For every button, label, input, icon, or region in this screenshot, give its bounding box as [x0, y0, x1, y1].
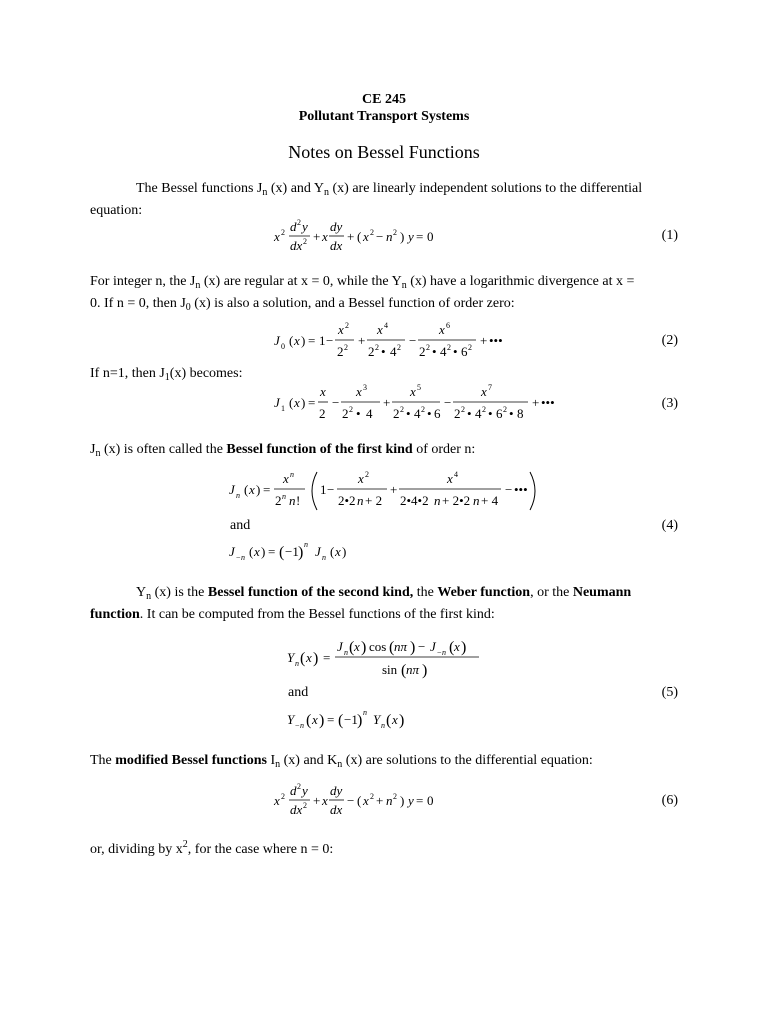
svg-text:−: − [326, 333, 334, 348]
svg-text:dx: dx [290, 238, 303, 253]
svg-text:x: x [274, 229, 280, 244]
svg-text:2: 2 [447, 343, 451, 352]
svg-text:2•4•2: 2•4•2 [400, 493, 429, 508]
svg-text:6: 6 [461, 344, 468, 359]
svg-text:n: n [290, 470, 294, 479]
bold-term: Bessel function of the second kind, [207, 585, 414, 600]
svg-text:): ) [357, 712, 363, 729]
svg-text:3: 3 [363, 383, 367, 392]
equation-number: (4) [661, 518, 678, 533]
svg-text:•: • [356, 406, 361, 421]
equation-5-weber-svg [285, 634, 505, 682]
text-run: (x) are linearly independent solutions to the differential [329, 181, 643, 196]
svg-text:dy: dy [330, 783, 343, 798]
svg-text:•: • [467, 406, 472, 421]
text-run: If n=1, then J [90, 366, 165, 381]
svg-text:x: x [363, 793, 369, 808]
svg-text:(: ( [300, 650, 306, 667]
bold-term: function [90, 607, 140, 622]
svg-text:−: − [444, 395, 452, 410]
equation-4-negative-order [225, 538, 385, 571]
svg-text:d: d [290, 783, 297, 798]
paragraph-divide [90, 836, 680, 859]
superscript: 2 [182, 839, 188, 850]
bold-term: Weber function [437, 585, 531, 600]
svg-text:2: 2 [503, 405, 507, 414]
text-run: (x) and Y [267, 181, 325, 196]
course-code: CE 245 [362, 92, 406, 107]
svg-text:n: n [289, 493, 296, 508]
equation-number: (3) [661, 396, 678, 411]
svg-text:): ) [361, 639, 367, 656]
svg-text:(: ( [330, 544, 335, 559]
paragraph-first-kind [90, 441, 680, 463]
text-run: For integer n, the J [90, 274, 196, 289]
svg-text:x: x [481, 384, 487, 399]
svg-text:x: x [447, 471, 453, 486]
svg-text:=: = [323, 650, 331, 665]
svg-text:•••: ••• [541, 395, 555, 410]
svg-text:(: ( [249, 544, 254, 559]
svg-text:J: J [274, 333, 280, 348]
svg-text:2: 2 [365, 470, 369, 479]
svg-text:4: 4 [384, 321, 388, 330]
svg-text:(: ( [389, 639, 395, 656]
svg-text:0: 0 [427, 229, 434, 244]
course-title: Pollutant Transport Systems [298, 109, 470, 124]
svg-text:−: − [236, 553, 241, 562]
svg-text:1: 1 [320, 482, 327, 497]
svg-text:•: • [381, 344, 386, 359]
svg-text:dy: dy [330, 219, 343, 234]
svg-text:x: x [283, 471, 289, 486]
svg-text:Y: Y [287, 712, 295, 727]
svg-text:): ) [400, 793, 405, 808]
svg-text:2: 2 [342, 406, 349, 421]
svg-text:2: 2 [400, 405, 404, 414]
svg-text:•: • [427, 406, 432, 421]
svg-text:•••: ••• [514, 482, 528, 497]
svg-text:): ) [342, 544, 347, 559]
svg-text:x: x [320, 384, 326, 399]
svg-text:2: 2 [319, 406, 326, 421]
and-label: and [288, 685, 309, 700]
svg-text:7: 7 [488, 383, 492, 392]
paragraph-second-kind [90, 584, 680, 624]
svg-text:): ) [261, 544, 266, 559]
svg-text:2: 2 [468, 343, 472, 352]
subscript: 0 [185, 302, 191, 313]
document-title: Notes on Bessel Functions [288, 142, 480, 162]
svg-text:+: + [358, 333, 366, 348]
subscript: n [324, 187, 330, 198]
subscript: n [262, 187, 268, 198]
paragraph-modified [90, 752, 680, 774]
text-run: J [90, 442, 96, 457]
svg-text:x: x [338, 322, 344, 337]
svg-text:4: 4 [390, 344, 397, 359]
svg-text:6: 6 [496, 406, 503, 421]
svg-text:4: 4 [440, 344, 447, 359]
svg-text:2: 2 [275, 493, 282, 508]
text-run: I [266, 753, 276, 768]
svg-text:4: 4 [366, 406, 373, 421]
svg-text:2: 2 [397, 343, 401, 352]
svg-text:+: + [390, 482, 398, 497]
svg-text:2: 2 [349, 405, 353, 414]
text-run: , or the [530, 585, 573, 600]
svg-text:dx: dx [330, 802, 343, 817]
subscript: 1 [164, 372, 170, 383]
svg-text:=: = [308, 395, 316, 410]
svg-text:+: + [313, 229, 321, 244]
svg-text:n: n [434, 493, 441, 508]
svg-text:2: 2 [393, 406, 400, 421]
svg-text:2: 2 [368, 344, 375, 359]
svg-text:2•2: 2•2 [338, 493, 356, 508]
text-run: Y [136, 585, 147, 600]
subscript: n [146, 591, 152, 602]
svg-text:y: y [302, 783, 308, 798]
and-label: and [230, 518, 251, 533]
svg-text:x: x [322, 793, 328, 808]
svg-text:n: n [304, 540, 308, 549]
svg-text:2: 2 [421, 405, 425, 414]
svg-text:(: ( [357, 793, 362, 808]
svg-text:=: = [308, 333, 316, 348]
equation-4-series [225, 466, 545, 521]
svg-text:4: 4 [414, 406, 421, 421]
svg-text:x: x [306, 650, 312, 665]
svg-text:n: n [295, 659, 299, 668]
svg-text:+ 2•2: + 2•2 [442, 493, 471, 508]
svg-text:(: ( [279, 544, 285, 561]
svg-text:x: x [312, 712, 318, 727]
svg-text:x: x [274, 793, 280, 808]
subscript: n [337, 759, 343, 770]
svg-text:−: − [327, 482, 335, 497]
svg-text:6: 6 [434, 406, 441, 421]
subscript: n [275, 759, 281, 770]
svg-text:•••: ••• [489, 333, 503, 348]
svg-text:4: 4 [475, 406, 482, 421]
equation-4-series-svg [225, 466, 545, 516]
svg-text:): ) [319, 712, 325, 729]
text-run: (x) are solutions to the differential equation: [342, 753, 593, 768]
svg-text:4: 4 [454, 470, 458, 479]
svg-text:(: ( [338, 712, 344, 729]
text-run: . It can be computed from the Bessel functions of the first kind: [139, 607, 495, 622]
svg-text:(: ( [357, 229, 362, 244]
bold-term: Neumann [572, 585, 632, 600]
text-run: the [413, 585, 438, 600]
svg-text:−: − [332, 395, 340, 410]
svg-text:+: + [313, 793, 321, 808]
svg-text:x: x [254, 544, 260, 559]
svg-text:+: + [383, 395, 391, 410]
svg-text:0: 0 [427, 793, 434, 808]
svg-text:n: n [241, 553, 245, 562]
svg-text:+: + [347, 229, 355, 244]
text-run: (x) is the [151, 585, 208, 600]
svg-text:2: 2 [344, 343, 348, 352]
svg-text:•: • [453, 344, 458, 359]
svg-text:n: n [363, 708, 367, 717]
svg-text:0: 0 [281, 342, 285, 351]
svg-text:2: 2 [393, 792, 397, 801]
equation-2 [270, 320, 530, 369]
svg-text:!: ! [296, 493, 301, 508]
svg-text:n: n [386, 229, 393, 244]
text-run: equation: [90, 203, 143, 218]
svg-text:x: x [249, 482, 255, 497]
svg-text:2: 2 [454, 406, 461, 421]
svg-text:): ) [422, 662, 428, 679]
svg-text:y: y [408, 793, 414, 808]
subscript: n [401, 280, 407, 291]
text-run: , for the case where n = 0: [187, 842, 334, 857]
svg-text:•: • [406, 406, 411, 421]
text-run: (x) becomes: [169, 366, 243, 381]
svg-text:(: ( [289, 333, 294, 348]
svg-text:J: J [430, 639, 436, 654]
svg-text:•: • [432, 344, 437, 359]
svg-text:dx: dx [330, 238, 343, 253]
svg-text:−: − [409, 333, 417, 348]
svg-text:Y: Y [373, 712, 381, 727]
svg-text:−: − [505, 482, 513, 497]
svg-text:x: x [363, 229, 369, 244]
svg-text:dx: dx [290, 802, 303, 817]
svg-text:1: 1 [319, 333, 326, 348]
svg-text:2: 2 [281, 228, 285, 237]
svg-text:=: = [327, 712, 335, 727]
svg-text:): ) [256, 482, 261, 497]
svg-text:x: x [322, 229, 328, 244]
svg-text:=: = [416, 793, 424, 808]
svg-text:): ) [301, 395, 306, 410]
svg-text:x: x [356, 384, 362, 399]
svg-text:−: − [418, 639, 426, 654]
svg-text:2: 2 [482, 405, 486, 414]
svg-text:+ 4: + 4 [481, 493, 499, 508]
svg-text:n: n [282, 492, 286, 501]
svg-text:2: 2 [297, 218, 301, 227]
svg-text:J: J [229, 544, 235, 559]
svg-text:nπ: nπ [394, 639, 408, 654]
svg-text:x: x [392, 712, 398, 727]
svg-text:2: 2 [419, 344, 426, 359]
svg-text:(: ( [306, 712, 312, 729]
equation-4-negative-order-svg [225, 538, 385, 566]
svg-text:n: n [344, 648, 348, 657]
equation-6-svg [270, 780, 470, 822]
svg-text:+: + [376, 793, 384, 808]
svg-text:x: x [354, 639, 360, 654]
text-run: (x) have a logarithmic divergence at x = [406, 274, 635, 289]
svg-text:x: x [358, 471, 364, 486]
equation-number: (5) [661, 685, 678, 700]
text-run: (x) is often called the [100, 442, 227, 457]
equation-3 [270, 382, 570, 431]
svg-text:6: 6 [446, 321, 450, 330]
svg-text:(: ( [449, 639, 455, 656]
svg-text:=: = [263, 482, 271, 497]
svg-text:y: y [302, 219, 308, 234]
svg-text:): ) [410, 639, 416, 656]
equation-number: (6) [661, 793, 678, 808]
equation-6 [270, 780, 470, 827]
svg-text:2: 2 [345, 321, 349, 330]
svg-text:2: 2 [393, 228, 397, 237]
svg-text:2: 2 [375, 343, 379, 352]
equation-1 [270, 216, 470, 263]
svg-text:): ) [399, 712, 405, 729]
equation-5-negative-order [285, 706, 445, 739]
svg-text:n: n [386, 793, 393, 808]
svg-text:8: 8 [517, 406, 524, 421]
equation-number: (1) [661, 228, 678, 243]
text-run: The [90, 753, 116, 768]
text-run: of order n: [412, 442, 476, 457]
text-run: or, dividing by x [90, 842, 183, 857]
svg-text:n: n [442, 648, 446, 657]
equation-5-negative-order-svg [285, 706, 445, 734]
svg-text:x: x [454, 639, 460, 654]
svg-text:(: ( [244, 482, 249, 497]
equation-1-svg [270, 216, 470, 258]
svg-text:x: x [335, 544, 341, 559]
svg-text:n: n [322, 553, 326, 562]
svg-text:n: n [300, 721, 304, 730]
svg-text:(: ( [401, 662, 407, 679]
svg-text:+ 2: + 2 [365, 493, 383, 508]
svg-text:−: − [376, 229, 384, 244]
svg-text:J: J [315, 544, 321, 559]
text-run: 0. If n = 0, then J [90, 296, 186, 311]
svg-text:(: ( [289, 395, 294, 410]
svg-text:d: d [290, 219, 297, 234]
svg-text:): ) [313, 650, 319, 667]
svg-text:2: 2 [461, 405, 465, 414]
svg-text:−: − [295, 721, 300, 730]
equation-number: (2) [661, 333, 678, 348]
svg-text:(: ( [386, 712, 392, 729]
svg-text:J: J [229, 482, 235, 497]
svg-text:−1: −1 [344, 712, 358, 727]
paragraph-intro [90, 180, 680, 220]
svg-text:x: x [294, 395, 300, 410]
paragraph-regularity [90, 273, 680, 317]
svg-text:n: n [236, 491, 240, 500]
svg-text:•: • [488, 406, 493, 421]
svg-text:1: 1 [281, 404, 285, 413]
svg-text:): ) [301, 333, 306, 348]
svg-text:2: 2 [370, 228, 374, 237]
svg-text:y: y [408, 229, 414, 244]
svg-text:2: 2 [281, 792, 285, 801]
svg-text:−: − [437, 648, 442, 657]
text-run: (x) is also a solution, and a Bessel function of order zero: [190, 296, 515, 311]
text-run: (x) are regular at x = 0, while the Y [200, 274, 402, 289]
svg-text:−: − [347, 793, 355, 808]
svg-text:): ) [461, 639, 467, 656]
svg-text:2: 2 [370, 792, 374, 801]
svg-text:=: = [268, 544, 276, 559]
svg-text:−1: −1 [285, 544, 299, 559]
svg-text:n: n [357, 493, 364, 508]
svg-text:nπ: nπ [406, 662, 420, 677]
svg-text:x: x [439, 322, 445, 337]
equation-5-weber [285, 634, 505, 687]
svg-text:sin: sin [382, 662, 398, 677]
svg-text:2: 2 [337, 344, 344, 359]
svg-text:2: 2 [426, 343, 430, 352]
svg-text:+: + [480, 333, 488, 348]
svg-text:): ) [298, 544, 304, 561]
svg-text:+: + [532, 395, 540, 410]
svg-text:x: x [294, 333, 300, 348]
svg-text:Y: Y [287, 650, 295, 665]
svg-text:2: 2 [297, 782, 301, 791]
svg-text:n: n [473, 493, 480, 508]
equation-3-svg [270, 382, 570, 426]
svg-text:(: ( [349, 639, 355, 656]
svg-text:2: 2 [303, 237, 307, 246]
svg-text:•: • [509, 406, 514, 421]
bold-term: modified Bessel functions [115, 753, 267, 768]
bold-term: Bessel function of the first kind [226, 442, 413, 457]
svg-text:cos: cos [369, 639, 387, 654]
svg-text:x: x [377, 322, 383, 337]
text-run: (x) and K [280, 753, 338, 768]
svg-text:n: n [381, 721, 385, 730]
svg-text:x: x [410, 384, 416, 399]
svg-text:): ) [400, 229, 405, 244]
svg-text:=: = [416, 229, 424, 244]
equation-2-svg [270, 320, 530, 364]
subscript: n [95, 448, 101, 459]
svg-text:J: J [274, 395, 280, 410]
svg-text:2: 2 [303, 801, 307, 810]
svg-text:J: J [337, 639, 343, 654]
subscript: n [195, 280, 201, 291]
text-run: The Bessel functions J [136, 181, 263, 196]
svg-text:5: 5 [417, 383, 421, 392]
